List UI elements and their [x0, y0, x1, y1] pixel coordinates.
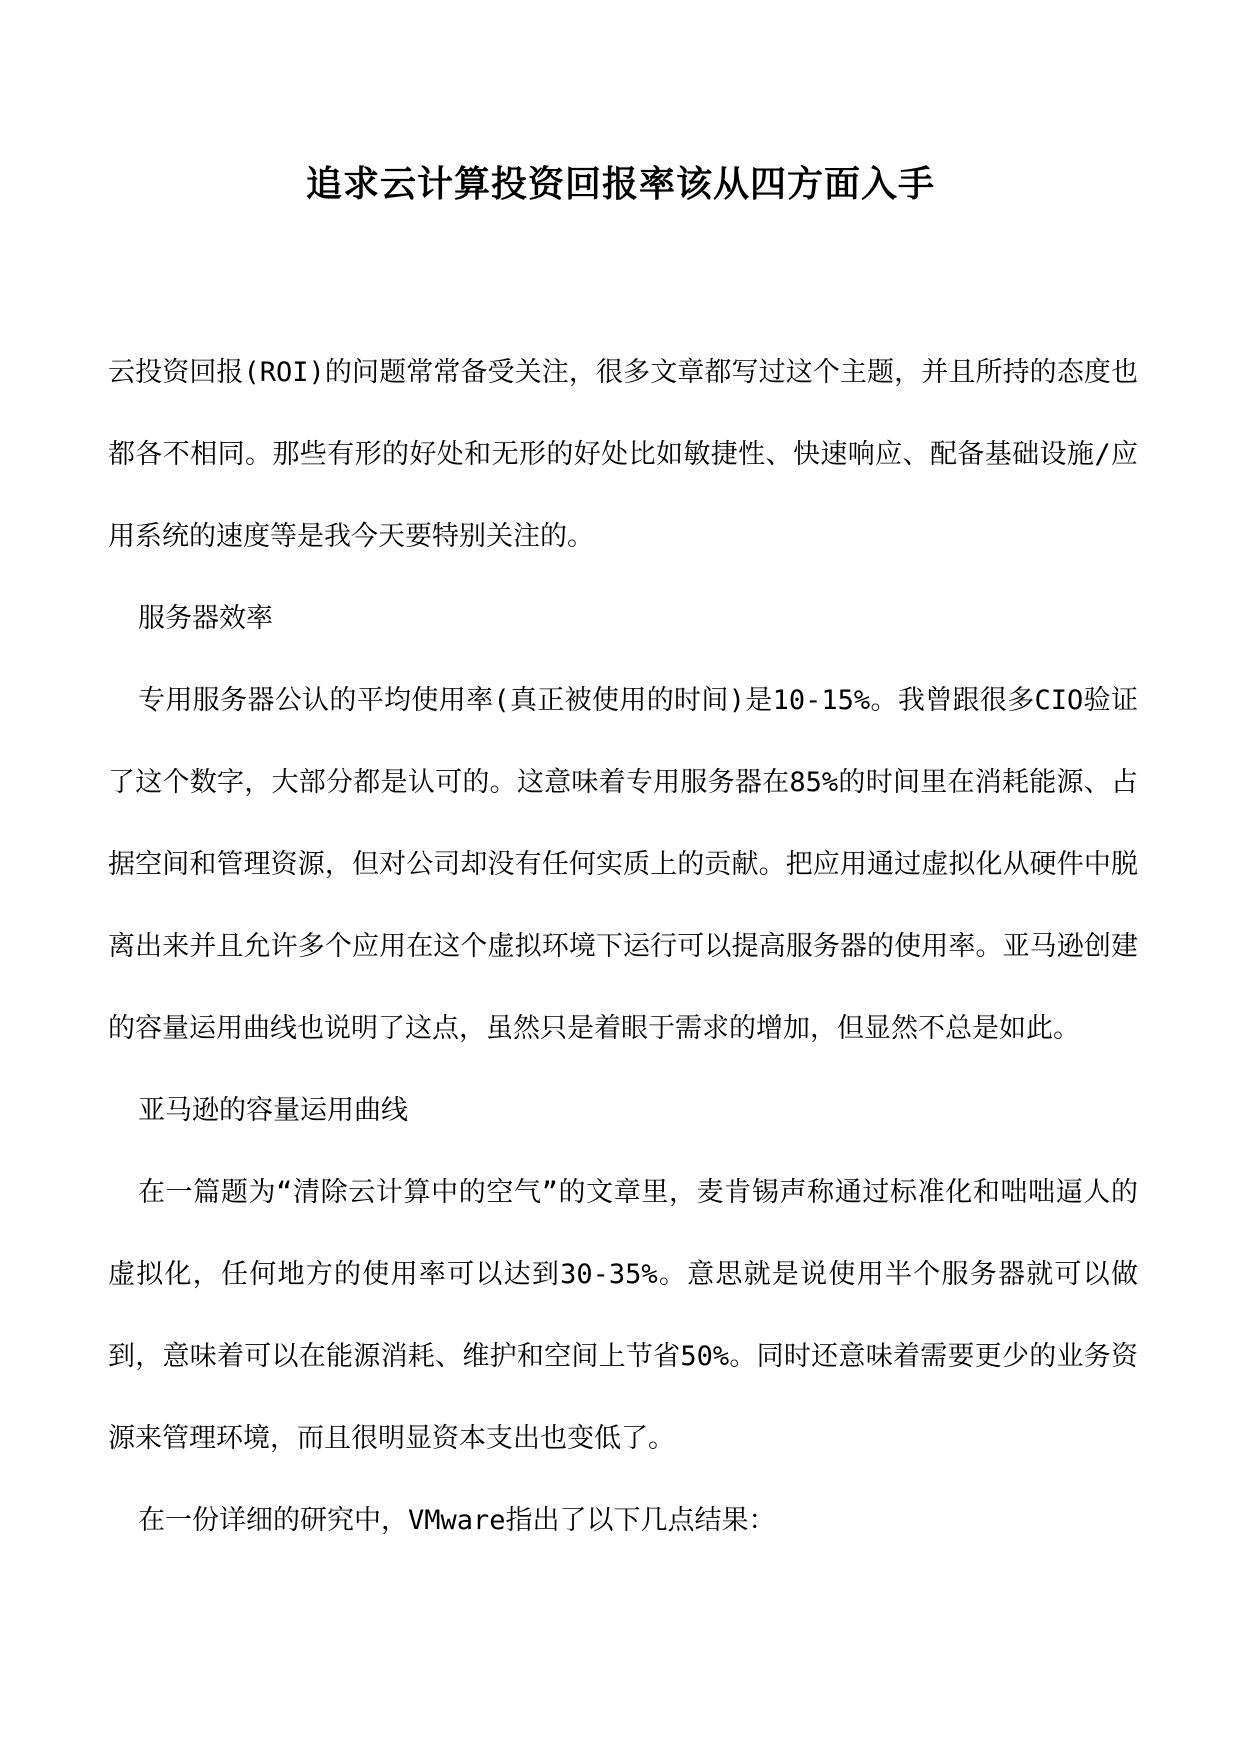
document-title: 追求云计算投资回报率该从四方面入手 — [305, 163, 935, 205]
paragraph-intro: 云投资回报(ROI)的问题常常备受关注，很多文章都写过这个主题，并且所持的态度也都各不相同。那些有形的好处和无形的好处比如敏捷性、快速响应、配备基础设施/应用系统的速度等是我今天要特别关注的。 — [108, 357, 1138, 552]
paragraph-vmware: 在一份详细的研究中，VMware指出了以下几点结果： — [138, 1505, 776, 1536]
section-heading-amazon-capacity-curve: 亚马逊的容量运用曲线 — [138, 1095, 408, 1126]
document-body — [108, 332, 1138, 1562]
paragraph-mckinsey: 在一篇题为“清除云计算中的空气”的文章里，麦肯锡声称通过标准化和咄咄逼人的虚拟化，任何地方的使用率可以达到30-35%。意思就是说使用半个服务器就可以做到，意味着可以在能源消耗、维护和空间上节省50%。同时还意味着需要更少的业务资源来管理环境，而且很明显资本支出也变低了。 — [108, 1177, 1138, 1454]
paragraph-server-utilization: 专用服务器公认的平均使用率(真正被使用的时间)是10-15%。我曾跟很多CIO验证了这个数字，大部分都是认可的。这意味着专用服务器在85%的时间里在消耗能源、占据空间和管理资源，但对公司却没有任何实质上的贡献。把应用通过虚拟化从硬件中脱离出来并且允许多个应用在这个虚拟环境下运行可以提高服务器的使用率。亚马逊创建的容量运用曲线也说明了这点，虽然只是着眼于需求的增加，但显然不总是如此。 — [108, 685, 1138, 1044]
section-heading-server-efficiency: 服务器效率 — [138, 603, 273, 634]
